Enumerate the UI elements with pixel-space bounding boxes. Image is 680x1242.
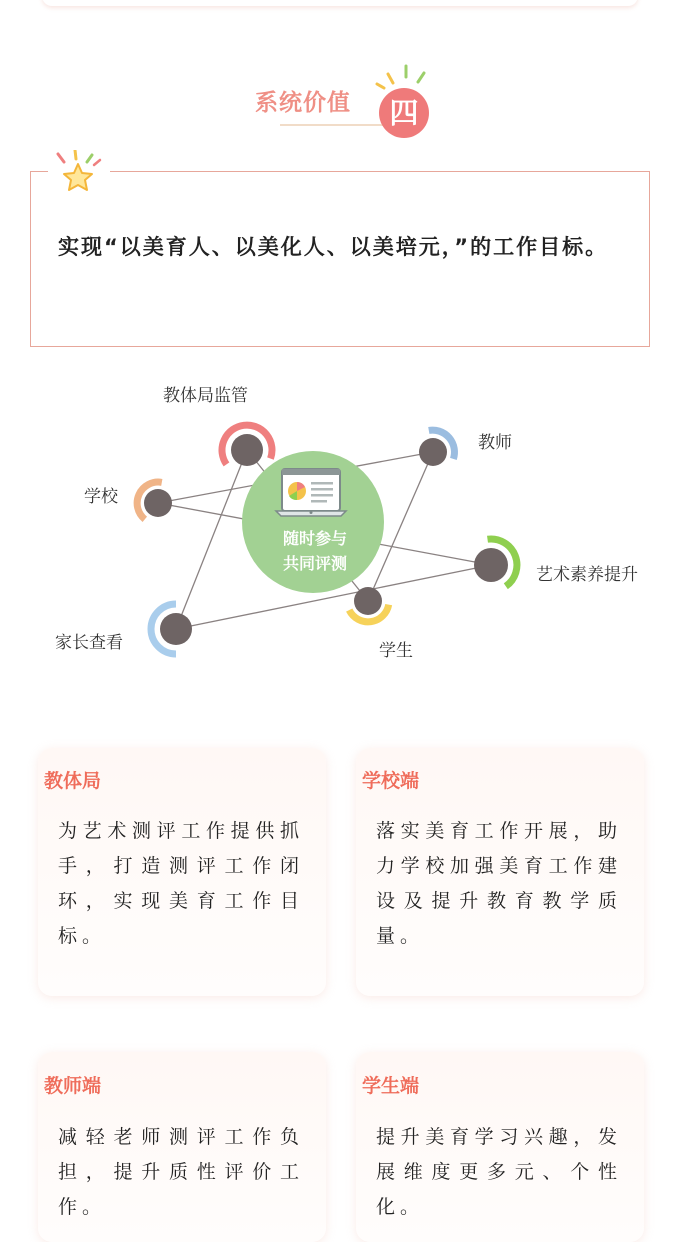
center-line-2: 共同评测 — [282, 554, 347, 573]
center-line-1: 随时参与 — [282, 529, 347, 548]
star-icon — [48, 150, 110, 194]
card-text-student: 提升美育学习兴趣，发展维度更多元、个性化。 — [376, 1126, 622, 1218]
student-node — [354, 587, 382, 615]
goal-text: 实现“以美育人、以美化人、以美培元，”的工作目标。 — [58, 235, 609, 259]
previous-card-edge — [42, 0, 638, 6]
label-teacher: 教师 — [478, 433, 512, 453]
art-node — [474, 548, 508, 582]
center-label — [256, 526, 374, 576]
title-underline — [280, 124, 386, 126]
card-title-teacher: 教师端 — [44, 1075, 102, 1097]
section-number-badge: 四 — [379, 88, 429, 138]
card-title-school: 学校端 — [362, 770, 420, 792]
card-title-student: 学生端 — [362, 1075, 420, 1097]
card-title-bureau: 教体局 — [44, 770, 102, 792]
label-school: 学校 — [84, 487, 118, 507]
label-student: 学生 — [379, 641, 413, 661]
label-parent: 家长查看 — [55, 633, 123, 653]
teacher-node — [419, 438, 447, 466]
section-title: 系统价值 — [255, 90, 351, 116]
card-text-teacher: 减轻老师测评工作负担，提升质性评价工作。 — [58, 1126, 304, 1218]
school-node — [144, 489, 172, 517]
card-text-bureau: 为艺术测评工作提供抓手，打造测评工作闭环，实现美育工作目标。 — [58, 820, 304, 947]
monitor-icon — [276, 469, 346, 516]
parent-node — [160, 613, 192, 645]
label-art: 艺术素养提升 — [536, 565, 638, 585]
card-text-school: 落实美育工作开展，助力学校加强美育工作建设及提升教育教学质量。 — [376, 820, 622, 947]
label-bureau: 教体局监管 — [163, 386, 248, 406]
bureau-node — [231, 434, 263, 466]
